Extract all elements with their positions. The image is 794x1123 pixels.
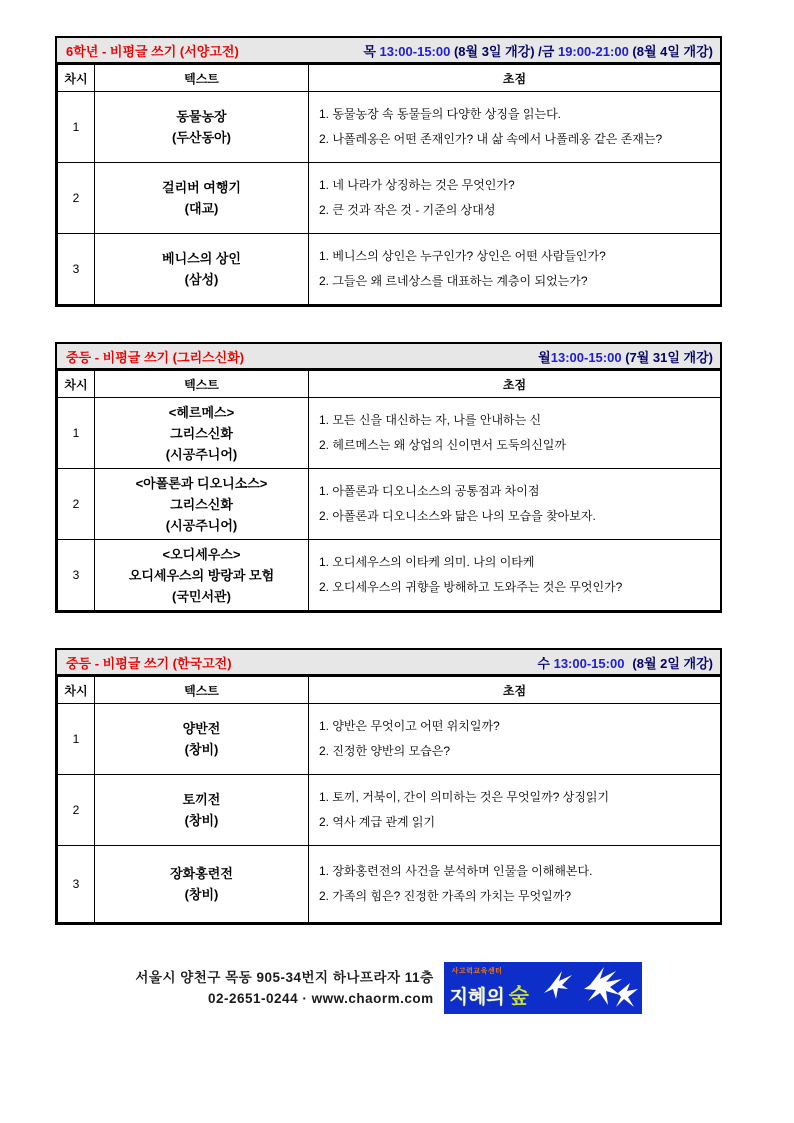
book-publisher: (두산동아) [172, 130, 231, 145]
table-row [58, 234, 721, 305]
column-header-row [58, 677, 721, 704]
column-header-text: 텍스트 [95, 371, 309, 398]
focus-line: 2. 가족의 힘은? 진정한 가족의 가치는 무엇일까? [319, 889, 572, 903]
column-header-text: 텍스트 [95, 65, 309, 92]
address-line: 서울시 양천구 목동 905-34번지 하나프라자 11층 [135, 970, 434, 985]
table-row [58, 469, 721, 540]
table-row [58, 704, 721, 775]
book-title: <아폴론과 디오니소스> [135, 475, 268, 491]
focus-line: 1. 동물농장 속 동물들의 다양한 상징을 읽는다. [319, 107, 562, 121]
table-title-row [57, 650, 720, 676]
table-title-row [57, 344, 720, 370]
book-publisher: (창비) [184, 813, 219, 828]
focus-line: 2. 역사 계급 관계 읽기 [319, 815, 436, 829]
column-header-focus: 초점 [309, 371, 721, 398]
column-header-focus: 초점 [309, 65, 721, 92]
book-publisher: (창비) [184, 887, 219, 902]
focus-line: 1. 오디세우스의 이타케 의미. 나의 이타케 [319, 555, 535, 569]
book-publisher: (시공주니어) [165, 517, 238, 533]
table-row [58, 775, 721, 846]
course-title: 중등 - 비평글 쓰기 (한국고전) [66, 655, 232, 671]
contact-info [135, 967, 433, 1009]
book-publisher: (창비) [184, 742, 219, 757]
column-header-text: 텍스트 [95, 677, 309, 704]
course-schedule [538, 347, 713, 366]
schedule-start-date: (8월 3일 개강) [453, 43, 535, 59]
table-row [58, 540, 721, 611]
column-header-row [58, 371, 721, 398]
session-number: 2 [58, 775, 95, 846]
column-header-session: 차시 [58, 677, 95, 704]
text-cell [95, 846, 309, 923]
text-cell [95, 398, 309, 469]
focus-line: 1. 아폴론과 디오니소스의 공통점과 차이점 [319, 484, 540, 498]
session-number: 3 [58, 234, 95, 305]
logo-wordmark [450, 980, 529, 1010]
text-cell [95, 540, 309, 611]
session-number: 1 [58, 398, 95, 469]
flying-birds-icon [542, 965, 638, 1011]
schedule-start-date: (8월 2일 개강) [632, 655, 713, 671]
logo-name-forest: 숲 [508, 985, 529, 1008]
focus-line: 2. 큰 것과 작은 것 - 기준의 상대성 [319, 203, 496, 217]
course-schedule [537, 653, 713, 672]
book-series: 그리스신화 [170, 496, 233, 512]
book-title: 토끼전 [182, 792, 221, 807]
schedule-day: 목 [363, 43, 376, 59]
session-number: 3 [58, 540, 95, 611]
course-table-korean-classics [55, 648, 722, 925]
focus-line: 2. 아폴론과 디오니소스와 닮은 나의 모습을 찾아보자. [319, 509, 596, 523]
schedule-time: 13:00-15:00 [379, 43, 451, 59]
logo-tagline: 사고력교육센터 [451, 968, 503, 975]
focus-line: 2. 나폴레옹은 어떤 존재인가? 내 삶 속에서 나폴레옹 같은 존재는? [319, 132, 663, 146]
session-number: 3 [58, 846, 95, 923]
column-header-session: 차시 [58, 65, 95, 92]
book-series: 오디세우스의 방랑과 모험 [128, 567, 275, 583]
focus-line: 2. 진정한 양반의 모습은? [319, 744, 451, 758]
focus-line: 1. 모든 신을 대신하는 자, 나를 안내하는 신 [319, 413, 542, 427]
focus-cell [309, 398, 721, 469]
focus-cell [309, 163, 721, 234]
table-row [58, 92, 721, 163]
session-number: 1 [58, 92, 95, 163]
focus-line: 2. 그들은 왜 르네상스를 대표하는 계층이 되었는가? [319, 274, 588, 288]
book-series: 그리스신화 [170, 425, 233, 441]
text-cell [95, 163, 309, 234]
book-title: 걸리버 여행기 [162, 180, 241, 195]
focus-line: 1. 장화홍련전의 사건을 분석하며 인물을 이해해본다. [319, 864, 593, 878]
schedule-start-date: (7월 31일 개강) [625, 349, 713, 365]
table-row [58, 163, 721, 234]
book-title: <헤르메스> [168, 404, 235, 420]
book-publisher: (대교) [184, 201, 219, 216]
text-cell [95, 775, 309, 846]
text-cell [95, 704, 309, 775]
column-header-session: 차시 [58, 371, 95, 398]
schedule-day: 월 [538, 349, 551, 365]
footer [55, 962, 722, 1014]
focus-cell [309, 775, 721, 846]
focus-line: 2. 헤르메스는 왜 상업의 신이면서 도둑의신일까 [319, 438, 566, 452]
column-header-focus: 초점 [309, 677, 721, 704]
table-row [58, 846, 721, 923]
text-cell [95, 92, 309, 163]
phone-website-line: 02-2651-0244 · www.chaorm.com [208, 991, 434, 1006]
schedule-time: 13:00-15:00 [553, 655, 625, 671]
schedule-day: /금 [538, 43, 555, 59]
column-header-row [58, 65, 721, 92]
text-cell [95, 469, 309, 540]
book-title: 동물농장 [176, 109, 227, 124]
session-number: 2 [58, 163, 95, 234]
wisdom-forest-logo [444, 962, 642, 1014]
course-title: 중등 - 비평글 쓰기 (그리스신화) [66, 349, 245, 365]
text-cell [95, 234, 309, 305]
course-grid [57, 370, 721, 611]
focus-line: 1. 네 나라가 상징하는 것은 무엇인가? [319, 178, 515, 192]
focus-cell [309, 469, 721, 540]
book-title: <오디세우스> [162, 546, 241, 562]
focus-cell [309, 92, 721, 163]
course-title: 6학년 - 비평글 쓰기 (서양고전) [66, 43, 239, 59]
table-row [58, 398, 721, 469]
book-title: 장화홍련전 [170, 866, 233, 881]
focus-line: 1. 베니스의 상인은 누구인가? 상인은 어떤 사람들인가? [319, 249, 606, 263]
book-publisher: (시공주니어) [165, 446, 238, 462]
focus-cell [309, 846, 721, 923]
course-table-western-classics [55, 36, 722, 307]
schedule-time: 19:00-21:00 [557, 43, 629, 59]
schedule-time: 13:00-15:00 [550, 349, 622, 365]
book-title: 베니스의 상인 [162, 251, 241, 266]
session-number: 1 [58, 704, 95, 775]
focus-line: 1. 양반은 무엇이고 어떤 위치일까? [319, 719, 500, 733]
course-table-greek-myth [55, 342, 722, 613]
course-grid [57, 64, 721, 305]
focus-line: 1. 토끼, 거북이, 간이 의미하는 것은 무엇일까? 상징읽기 [319, 790, 610, 804]
book-title: 양반전 [182, 721, 221, 736]
course-grid [57, 676, 721, 923]
schedule-day: 수 [537, 655, 550, 671]
focus-cell [309, 234, 721, 305]
book-publisher: (국민서관) [172, 588, 231, 604]
table-title-row [57, 38, 720, 64]
focus-cell [309, 540, 721, 611]
focus-line: 2. 오디세우스의 귀향을 방해하고 도와주는 것은 무엇인가? [319, 580, 623, 594]
schedule-start-date: (8월 4일 개강) [632, 43, 713, 59]
logo-name-wisdom: 지혜의 [449, 987, 505, 1008]
course-schedule [363, 41, 713, 60]
book-publisher: (삼성) [184, 272, 219, 287]
session-number: 2 [58, 469, 95, 540]
focus-cell [309, 704, 721, 775]
